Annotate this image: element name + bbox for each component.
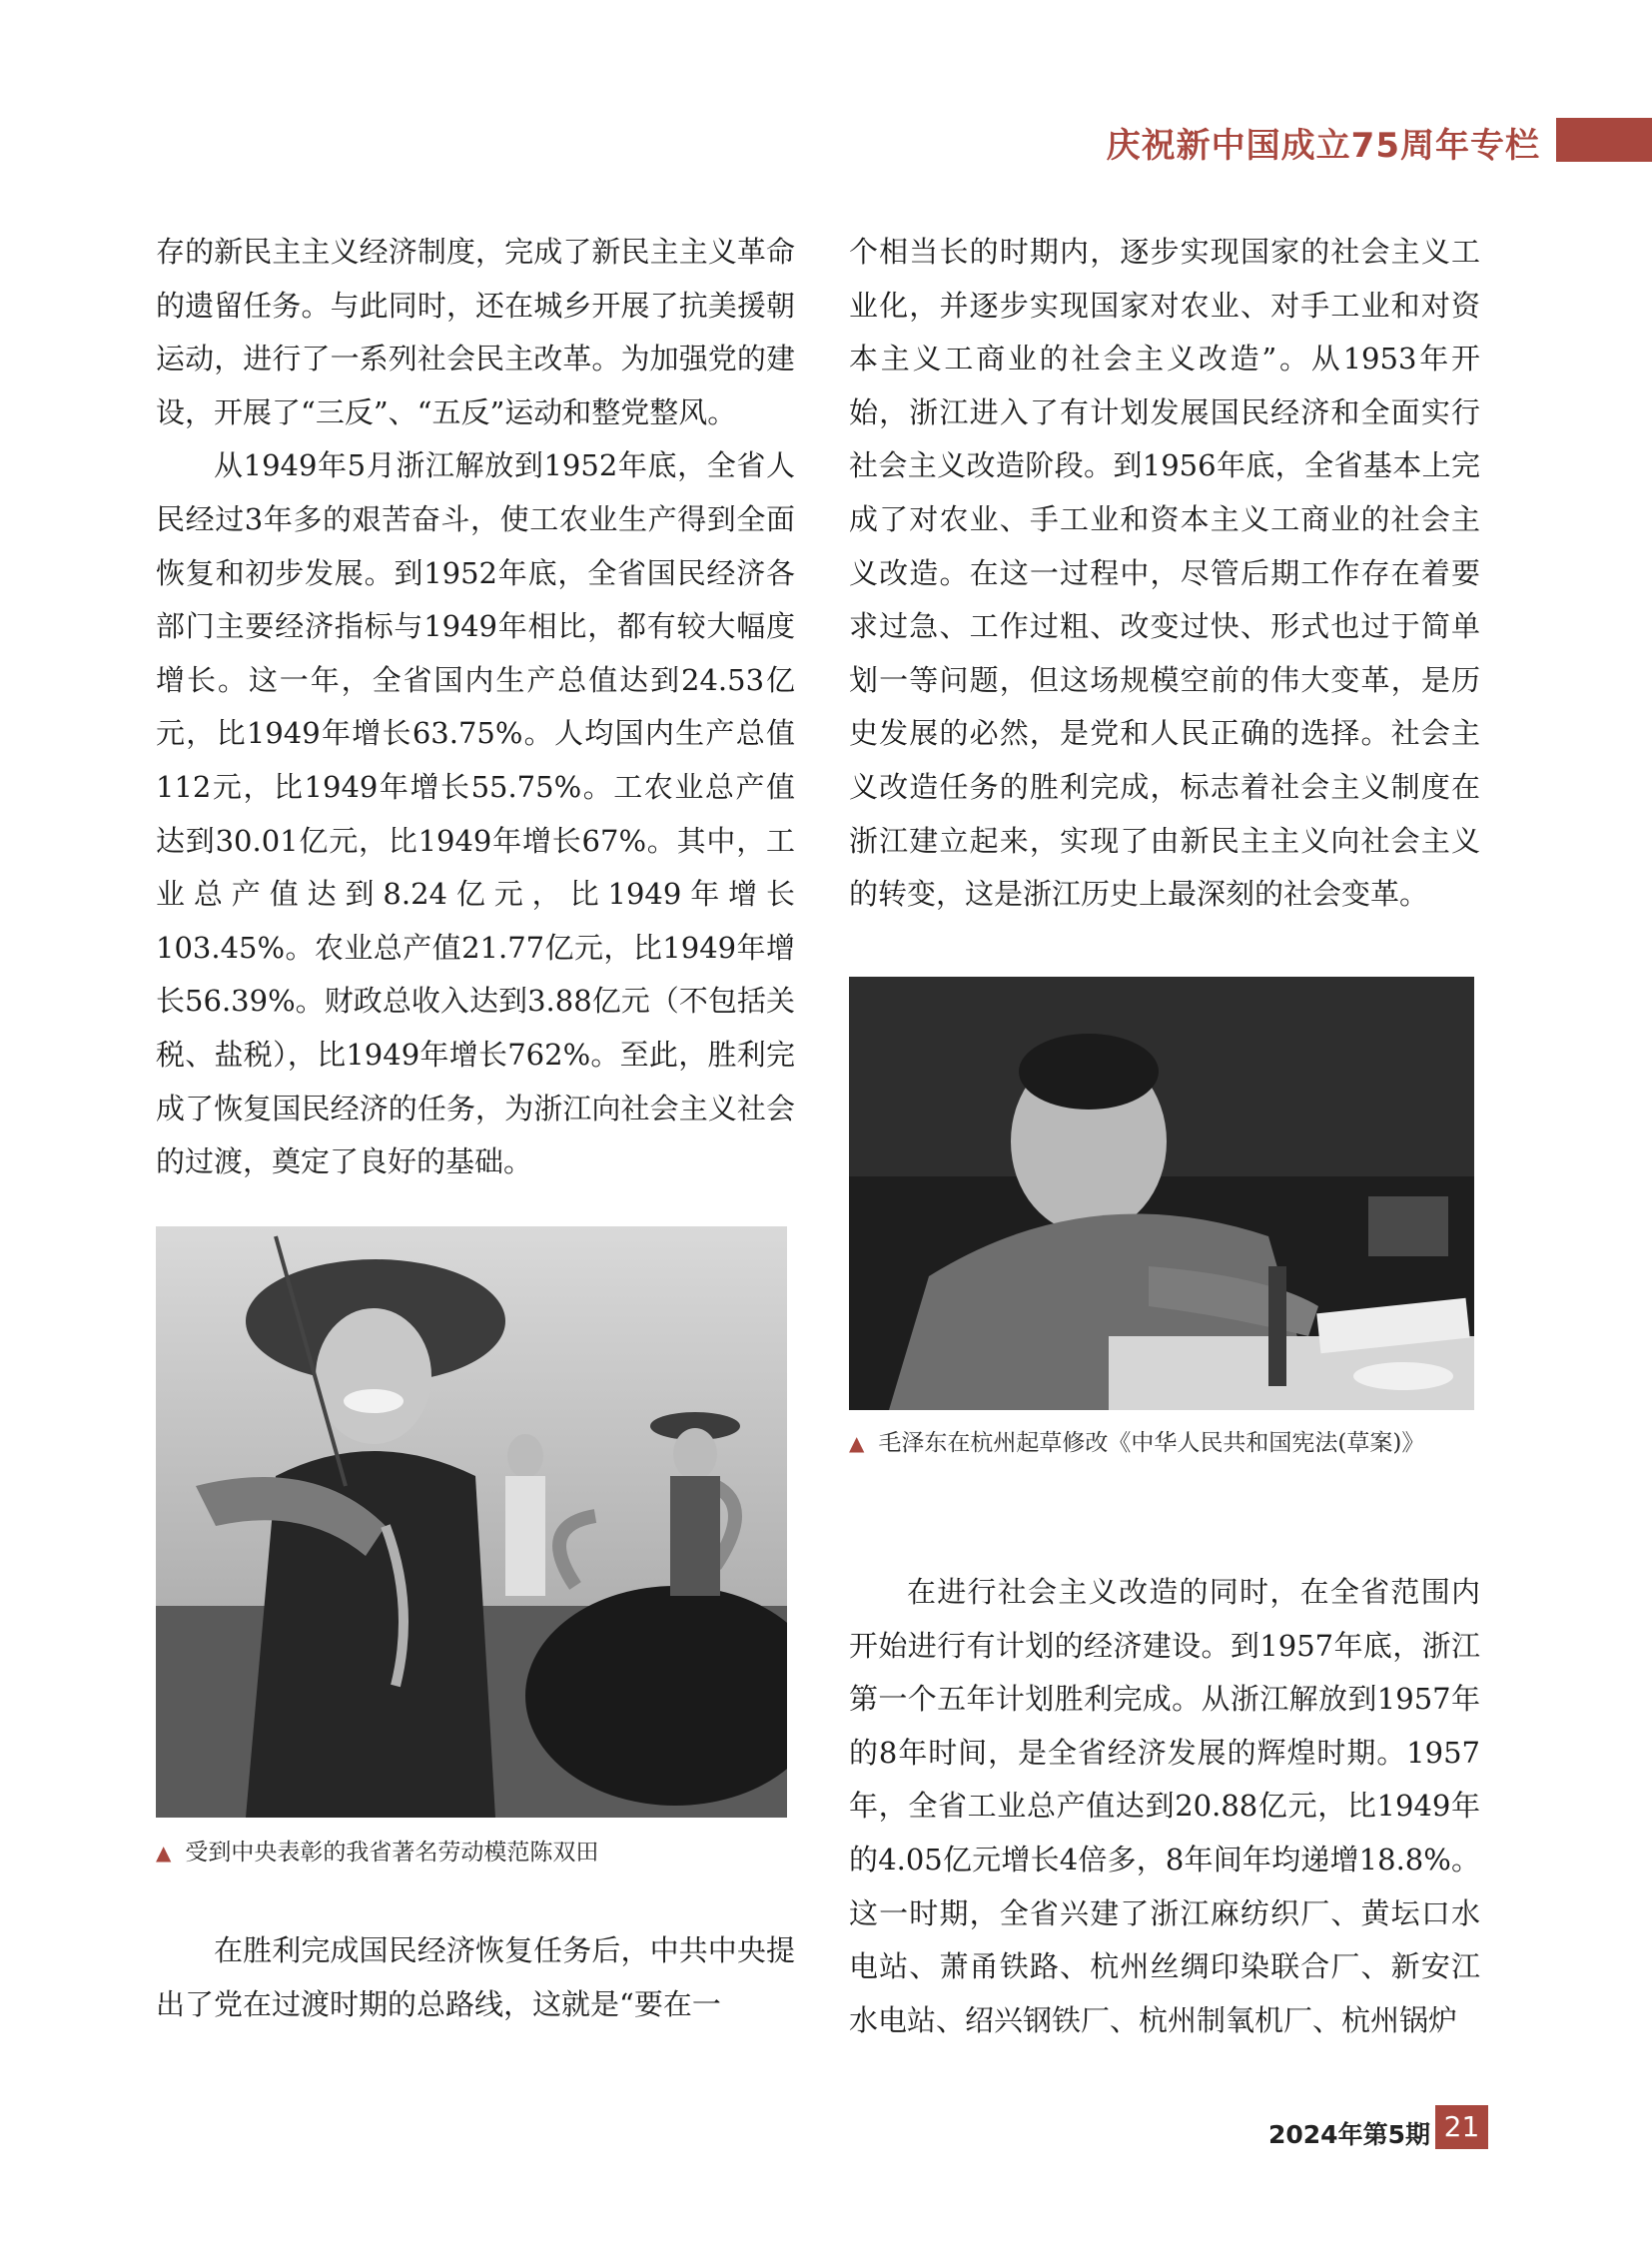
paragraph: 在进行社会主义改造的同时，在全省范围内开始进行有计划的经济建设。到1957年底，浙江第一个五年计划胜利完成。从浙江解放到1957年的8年时间，是全省经济发展的辉煌时期。1957年，全省工业总产值达到20.88亿元，比1949年的4.05亿元增长4倍多，8年间年均递增18.8%。这一时期，全省兴建了浙江麻纺织厂、黄坛口水电站、萧甬铁路、杭州丝绸印染联合厂、新安江水电站、绍兴钢铁厂、杭州制氧机厂、杭州锅炉 (849, 1575, 1480, 2037)
right-column-top-text (849, 226, 1480, 922)
right-column-bottom-text (849, 1566, 1480, 2047)
left-column-top-text (156, 226, 795, 1189)
paragraph: 存的新民主主义经济制度，完成了新民主主义革命的遗留任务。与此同时，还在城乡开展了抗美援朝运动，进行了一系列社会民主改革。为加强党的建设，开展了“三反”、“五反”运动和整党整风。 (156, 235, 795, 429)
header-accent-bar (1556, 118, 1652, 162)
caption-marker-icon: ▲ (849, 1431, 865, 1455)
paragraph: 个相当长的时期内，逐步实现国家的社会主义工业化，并逐步实现国家对农业、对手工业和对资本主义工商业的社会主义改造”。从1953年开始，浙江进入了有计划发展国民经济和全面实行社会主义改造阶段。到1956年底，全省基本上完成了对农业、手工业和资本主义工商业的社会主义改造。在这一过程中，尽管后期工作存在着要求过急、工作过粗、改变过快、形式也过于简单划一等问题，但这场规模空前的伟大变革，是历史发展的必然，是党和人民正确的选择。社会主义改造任务的胜利完成，标志着社会主义制度在浙江建立起来，实现了由新民主主义向社会主义的转变，这是浙江历史上最深刻的社会变革。 (849, 235, 1480, 912)
page-number: 21 (1435, 2105, 1488, 2149)
photo-caption-left (156, 1834, 598, 1867)
column-header-title: 庆祝新中国成立75周年专栏 (1106, 126, 1540, 166)
paragraph: 在胜利完成国民经济恢复任务后，中共中央提出了党在过渡时期的总路线，这就是“要在一 (156, 1933, 795, 2021)
paragraph: 从1949年5月浙江解放到1952年底，全省人民经过3年多的艰苦奋斗，使工农业生产得到全面恢复和初步发展。到1952年底，全省国民经济各部门主要经济指标与1949年相比，都有较大幅度增长。这一年，全省国内生产总值达到24.53亿元，比1949年增长63.75%。人均国内生产总值112元，比1949年增长55.75%。工农业总产值达到30.01亿元，比1949年增长67%。其中，工业总产值达到8.24亿元，比1949年增长103.45%。农业总产值21.77亿元，比1949年增长56.39%。财政总收入达到3.88亿元（不包括关税、盐税），比1949年增长762%。至此，胜利完成了恢复国民经济的任务，为浙江向社会主义社会的过渡，奠定了良好的基础。 (156, 448, 795, 1179)
photo-caption-right (849, 1424, 1424, 1457)
caption-text: 受到中央表彰的我省著名劳动模范陈双田 (185, 1840, 599, 1866)
labor-model-photo (156, 1226, 787, 1818)
mao-drafting-photo (849, 977, 1474, 1410)
caption-marker-icon: ▲ (156, 1841, 172, 1865)
caption-text: 毛泽东在杭州起草修改《中华人民共和国宪法(草案)》 (878, 1430, 1425, 1456)
left-column-bottom-text (156, 1924, 795, 2031)
issue-label: 2024年第5期 (1268, 2120, 1430, 2149)
